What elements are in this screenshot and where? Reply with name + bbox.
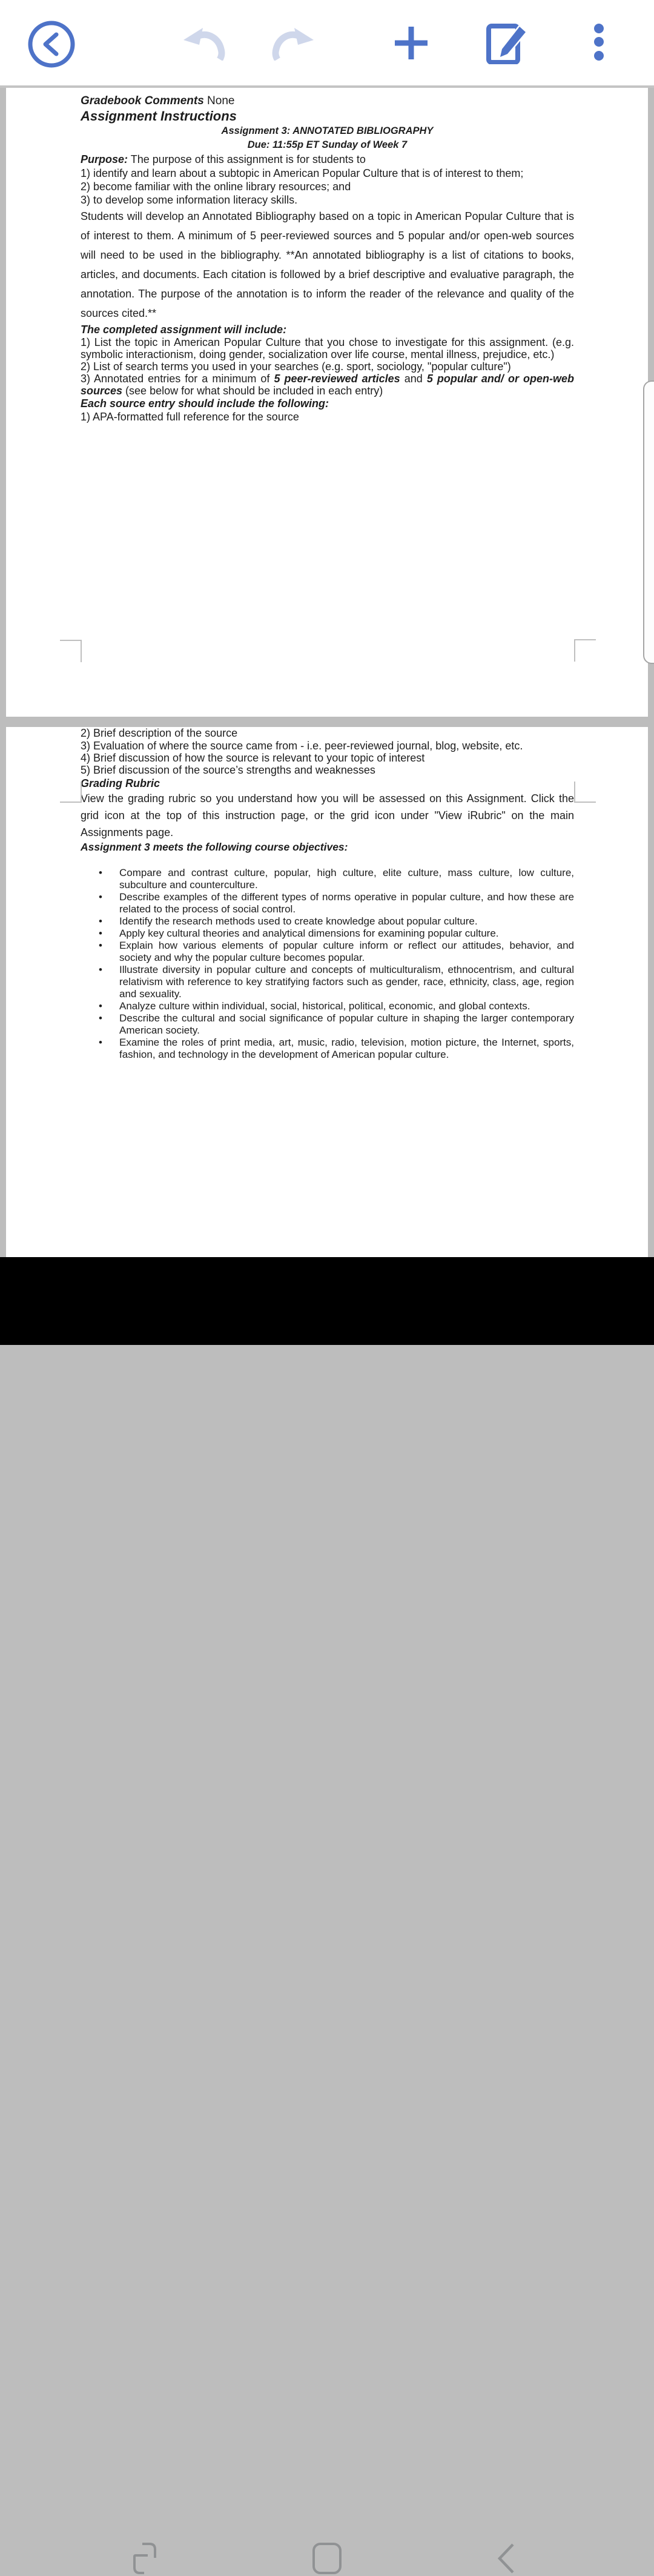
back-chevron-icon [494, 2542, 520, 2575]
objective-text: Examine the roles of print media, art, music, radio, television, motion picture, the Internet, sports, fashion, and technology in the development of American popular culture. [119, 1037, 574, 1060]
objective-item [81, 1000, 574, 1012]
each-source-item-1: 1) APA-formatted full reference for the source [81, 411, 299, 423]
overview-paragraph: Students will develop an Annotated Bibliography based on a topic in American Popular Culture that is of interest to them. A minimum of 5 peer-reviewed sources and 5 popular and/or open-web sources will need to be used in the bibliography. **An annotated bibliography is a list of citations to books, articles, and documents. Each citation is followed by a brief descriptive and evaluative paragraph, the annotation. The purpose of the annotation is to inform the reader of the relevance and quality of the sources cited.** [81, 210, 574, 319]
redo-icon [269, 27, 314, 61]
course-objectives-list [81, 867, 574, 1061]
gradebook-comments-value: None [207, 95, 235, 107]
completed-item-3-suffix: (see below for what should be included in each entry) [122, 385, 383, 397]
annotation-corner-mark-top-left [60, 640, 82, 662]
source-items-3-4 [81, 740, 574, 764]
assignment-title-line1: Assignment 3: ANNOTATED BIBLIOGRAPHY [221, 125, 434, 136]
each-source-heading: Each source entry should include the following: [81, 397, 329, 410]
gradebook-comments-label: Gradebook Comments [81, 95, 204, 107]
grading-rubric-paragraph: View the grading rubric so you understand how you will be assessed on this Assignment. Click the grid icon at the top of this instruction page, or the grid icon under "View iRubric" on the main Assignments page. [81, 792, 574, 838]
annotation-corner-mark-bottom-right [574, 782, 596, 803]
objective-text: Compare and contrast culture, popular, high culture, elite culture, mass culture, low culture, subculture and counterculture. [119, 867, 574, 891]
compose-pencil-icon [486, 22, 528, 64]
purpose-line [81, 152, 574, 167]
objective-item [81, 915, 574, 928]
source-item-4: 4) Brief discussion of how the source is relevant to your topic of interest [81, 752, 425, 764]
annotation-corner-mark-top-right [574, 639, 596, 662]
objective-item [81, 940, 574, 964]
goal-item: 1) identify and learn about a subtopic in American Popular Culture that is of interest to them; [81, 167, 524, 179]
annotation-corner-mark-bottom-left [60, 782, 82, 803]
completed-assignment-list [81, 336, 574, 397]
grading-rubric-heading: Grading Rubric [81, 777, 160, 789]
source-item-2: 2) Brief description of the source [81, 727, 238, 739]
completed-item-2: 2) List of search terms you used in your searches (e.g. sport, sociology, "popular culture") [81, 360, 511, 373]
document-page-1 [6, 88, 648, 717]
undo-icon [183, 27, 228, 61]
objective-item [81, 928, 574, 940]
document-page-2 [6, 727, 648, 1257]
goals-list [81, 167, 574, 207]
objective-item [81, 1012, 574, 1037]
android-navigation-bar [0, 1257, 654, 1345]
objective-text: Illustrate diversity in popular culture and concepts of multiculturalism, ethnocentrism, and cultural relativism with reference to key stratifying factors such as gender, race, ethnicity, class, age, region and sexuality. [119, 964, 574, 1000]
course-objectives-heading: Assignment 3 meets the following course objectives: [81, 841, 348, 853]
completed-item-3-bold2: 5 popular and/ or open-web sources [81, 373, 574, 397]
completed-item-3-mid: and [400, 373, 427, 385]
source-item-3: 3) Evaluation of where the source came from - i.e. peer-reviewed journal, blog, website, etc. [81, 740, 523, 752]
objective-text: Describe the cultural and social significance of popular culture in shaping the larger contemporary American society. [119, 1012, 574, 1036]
objective-text: Identify the research methods used to create knowledge about popular culture. [119, 915, 478, 927]
document-scrollbar-thumb[interactable] [643, 380, 654, 664]
objective-text: Explain how various elements of popular culture inform or reflect our attitudes, behavior, and society and why the popular culture becomes popular. [119, 940, 574, 963]
back-button[interactable] [27, 19, 76, 69]
assignment-title-block [81, 124, 574, 152]
purpose-text: The purpose of this assignment is for students to [130, 153, 366, 165]
completed-item-3 [81, 373, 574, 397]
objective-text: Describe examples of the different types of norms operative in popular culture, and how these are related to the process of social control. [119, 891, 574, 915]
add-annotation-button[interactable] [394, 25, 429, 61]
objective-item [81, 964, 574, 1000]
home-icon [312, 2542, 342, 2575]
home-button[interactable] [312, 2542, 342, 2575]
back-circle-icon [27, 19, 76, 69]
objective-text: Analyze culture within individual, social, historical, political, economic, and global contexts. [119, 1000, 530, 1012]
vertical-ellipsis-icon [593, 23, 604, 62]
completed-item-3-bold1: 5 peer-reviewed articles [274, 373, 400, 385]
completed-item-3-prefix: 3) Annotated entries for a minimum of [81, 373, 274, 385]
objective-text: Apply key cultural theories and analytical dimensions for examining popular culture. [119, 928, 499, 939]
plus-icon [394, 25, 429, 61]
objective-item [81, 867, 574, 891]
objective-item [81, 1037, 574, 1061]
goal-item: 3) to develop some information literacy skills. [81, 194, 298, 206]
objective-item [81, 891, 574, 915]
assignment-due-line: Due: 11:55p ET Sunday of Week 7 [247, 139, 408, 150]
undo-button[interactable] [183, 27, 228, 61]
source-item-5: 5) Brief discussion of the source’s strengths and weaknesses [81, 764, 375, 776]
recent-apps-button[interactable] [128, 2541, 159, 2576]
assignment-instructions-heading: Assignment Instructions [81, 108, 237, 124]
nav-back-button[interactable] [494, 2542, 520, 2575]
edit-button[interactable] [486, 22, 528, 64]
top-toolbar [0, 0, 654, 88]
goal-item: 2) become familiar with the online library resources; and [81, 181, 351, 193]
gradebook-comments-line [81, 94, 574, 108]
completed-item-1: 1) List the topic in American Popular Culture that you chose to investigate for this assignment. (e.g. symbolic interactionism, doing gender, socialization over life course, mental illness, prejudice, etc.) [81, 336, 574, 360]
overflow-menu-button[interactable] [593, 23, 604, 62]
recent-apps-icon [128, 2541, 159, 2576]
purpose-label: Purpose: [81, 153, 128, 165]
completed-assignment-heading: The completed assignment will include: [81, 324, 287, 336]
redo-button[interactable] [269, 27, 314, 61]
